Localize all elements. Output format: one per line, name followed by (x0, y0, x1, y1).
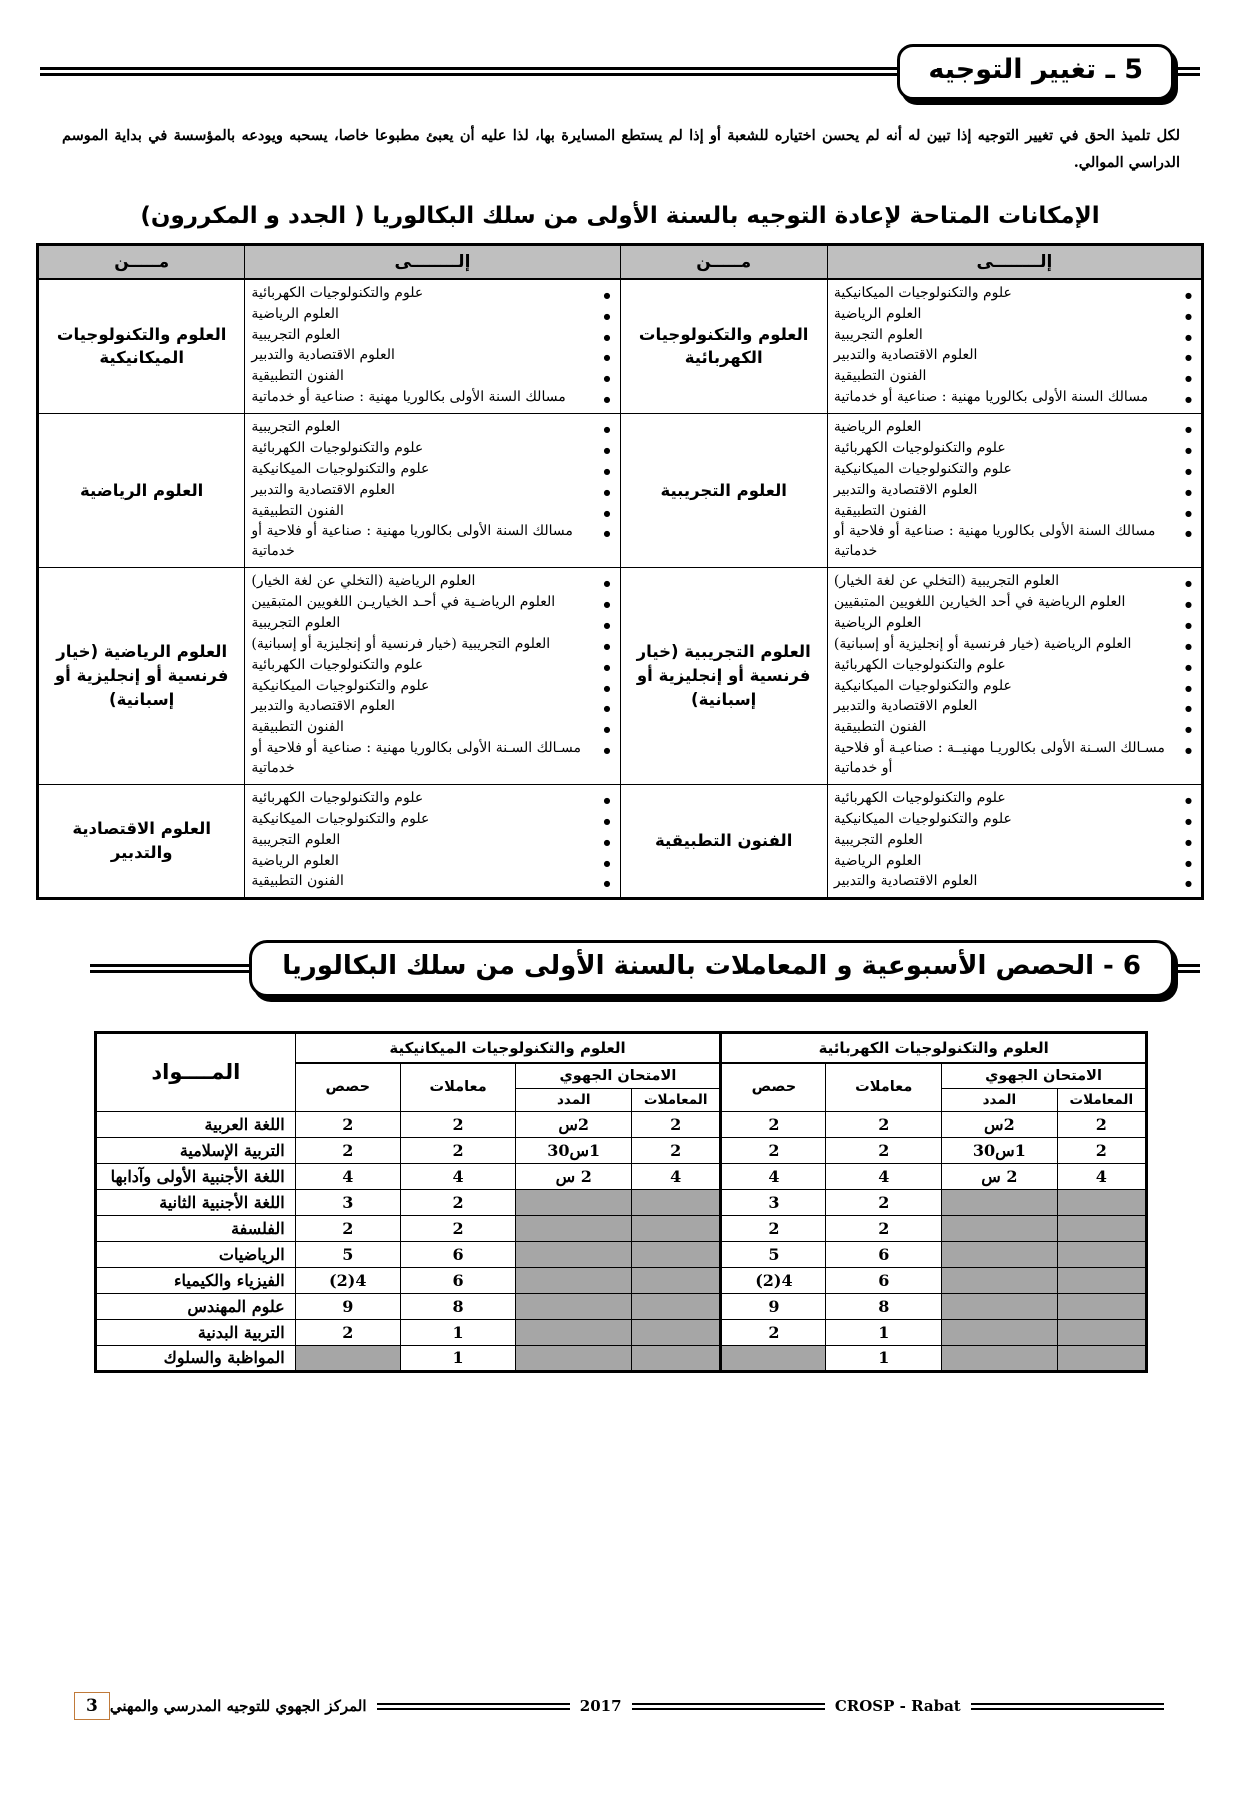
elec-hours: 4 (721, 1163, 826, 1189)
mech-coefficient: 2 (400, 1111, 516, 1137)
document-page (0, 44, 1240, 1798)
destinations-cell (827, 414, 1202, 568)
elec-exam-coef: 2 (1057, 1111, 1146, 1137)
table-row (96, 1111, 1147, 1137)
origin-cell: العلوم الاقتصادية والتدبير (38, 784, 245, 898)
mech-hours: 2 (295, 1111, 400, 1137)
origin-cell: العلوم الرياضية (38, 414, 245, 568)
destination-list (834, 418, 1195, 562)
list-item: العلوم الرياضية ● (834, 418, 1177, 438)
section-5-title-box (897, 44, 1174, 100)
mech-duration: 2س (516, 1111, 632, 1137)
list-item: مسالك السنة الأولى بكالوريا مهنية : صناعية أو فلاحية أو خدماتية ● (251, 522, 595, 562)
table-1-header-row (38, 244, 1203, 279)
page-number: 3 (74, 1692, 110, 1720)
elec-coefficient: 2 (826, 1111, 942, 1137)
list-item: العلوم التجريبية ● (834, 831, 1177, 851)
destination-list (251, 789, 613, 892)
list-item: علوم والتكنولوجيات الكهربائية ● (251, 439, 595, 459)
hours-header-electrical: حصص (721, 1063, 826, 1112)
subject-name: الفيزياء والكيمياء (96, 1267, 296, 1293)
destinations-cell (245, 568, 620, 785)
footer-rule-right (971, 1703, 1164, 1710)
list-item: الفنون التطبيقية ● (834, 718, 1177, 738)
list-item: العلوم الاقتصادية والتدبير ● (834, 872, 1177, 892)
subjects-header: المــــواد (96, 1032, 296, 1111)
table-1-heading: الإمكانات المتاحة لإعادة التوجيه بالسنة الأولى من سلك البكالوريا ( الجدد و المكررون) (140, 202, 1100, 229)
subject-name: التربية الإسلامية (96, 1137, 296, 1163)
mech-duration: 2 س (516, 1163, 632, 1189)
list-item: العلوم الرياضية ● (834, 852, 1177, 872)
section-6-title: 6 - الحصص الأسبوعية و المعاملات بالسنة الأولى من سلك البكالوريا (282, 951, 1141, 982)
duration-header-electrical: المدد (942, 1088, 1058, 1111)
mech-coefficient: 6 (400, 1241, 516, 1267)
elec-hours: 2 (721, 1215, 826, 1241)
elec-duration (942, 1293, 1058, 1319)
orientation-change-table (36, 243, 1204, 901)
list-item: علوم والتكنولوجيات الكهربائية ● (834, 789, 1177, 809)
elec-coefficient: 2 (826, 1215, 942, 1241)
mech-coefficient: 2 (400, 1189, 516, 1215)
elec-coefficient: 2 (826, 1189, 942, 1215)
header-from-right: مـــــن (620, 244, 827, 279)
list-item: العلوم التجريبية ● (251, 418, 595, 438)
list-item: الفنون التطبيقية ● (251, 367, 595, 387)
mech-hours: 9 (295, 1293, 400, 1319)
table-row (96, 1293, 1147, 1319)
mech-hours: 2 (295, 1319, 400, 1345)
elec-coefficient: 4 (826, 1163, 942, 1189)
list-item: الفنون التطبيقية ● (834, 367, 1177, 387)
mech-exam-coef (632, 1345, 721, 1371)
banner-rule-6 (90, 964, 251, 973)
mech-hours: 2 (295, 1215, 400, 1241)
elec-exam-coef: 2 (1057, 1137, 1146, 1163)
table-row (96, 1163, 1147, 1189)
section-6-title-box (249, 940, 1174, 997)
list-item: علوم والتكنولوجيات الميكانيكية ● (251, 677, 595, 697)
destinations-cell (245, 414, 620, 568)
mech-duration: 1س30 (516, 1137, 632, 1163)
elec-exam-coef (1057, 1267, 1146, 1293)
list-item: مسالك السنة الأولى بكالوريا مهنية : صناعية أو خدماتية ● (251, 388, 595, 408)
exam-coefficients-header-electrical: المعاملات (1057, 1088, 1146, 1111)
elec-exam-coef (1057, 1319, 1146, 1345)
list-item: العلوم الرياضية (التخلي عن لغة الخيار) ● (251, 572, 595, 592)
list-item: مسالك السنة الأولى بكالوريا مهنية : صناعية أو خدماتية ● (834, 388, 1177, 408)
mech-hours: 4 (295, 1163, 400, 1189)
elec-coefficient: 6 (826, 1241, 942, 1267)
destination-list (251, 418, 613, 562)
section-5-banner (40, 44, 1200, 100)
elec-duration (942, 1189, 1058, 1215)
subject-name: اللغة الأجنبية الثانية (96, 1189, 296, 1215)
elec-duration: 2س (942, 1111, 1058, 1137)
footer-rule-middle (632, 1703, 825, 1710)
destination-list (251, 572, 613, 779)
list-item: العلوم الاقتصادية والتدبير ● (834, 481, 1177, 501)
list-item: العلوم التجريبية ● (251, 831, 595, 851)
coefficients-header-mechanical: معاملات (400, 1063, 516, 1112)
exam-coefficients-header-mechanical: المعاملات (632, 1088, 721, 1111)
mech-duration (516, 1267, 632, 1293)
elec-duration: 1س30 (942, 1137, 1058, 1163)
duration-header-mechanical: المدد (516, 1088, 632, 1111)
list-item: علوم والتكنولوجيات الميكانيكية ● (251, 810, 595, 830)
banner-rule-left-5 (1172, 67, 1200, 76)
elec-hours: 2 (721, 1137, 826, 1163)
table-row (38, 568, 1203, 785)
subject-name: المواظبة والسلوك (96, 1345, 296, 1371)
table-2-wrapper (94, 1031, 1148, 1373)
table-row (96, 1267, 1147, 1293)
list-item: العلوم الرياضية ● (834, 614, 1177, 634)
regional-exam-header-mechanical: الامتحان الجهوي (516, 1063, 721, 1089)
list-item: العلوم الرياضية ● (251, 852, 595, 872)
list-item: مسـالك السـنة الأولى بكالوريـا مهنيــة : صناعيـة أو فلاحية أو خدماتية ● (834, 739, 1177, 779)
list-item: الفنون التطبيقية ● (834, 502, 1177, 522)
elec-hours: 2 (721, 1319, 826, 1345)
list-item: علوم والتكنولوجيات الميكانيكية ● (834, 284, 1177, 304)
destinations-cell (827, 279, 1202, 414)
list-item: الفنون التطبيقية ● (251, 872, 595, 892)
list-item: العلوم الرياضية ● (251, 305, 595, 325)
mech-coefficient: 6 (400, 1267, 516, 1293)
list-item: علوم والتكنولوجيات الميكانيكية ● (834, 677, 1177, 697)
weekly-hours-coefficients-table (94, 1031, 1148, 1373)
elec-duration (942, 1345, 1058, 1371)
table-2-body (96, 1111, 1147, 1371)
table-1-body (38, 279, 1203, 899)
subject-name: الرياضيات (96, 1241, 296, 1267)
elec-coefficient: 8 (826, 1293, 942, 1319)
subject-name: التربية البدنية (96, 1319, 296, 1345)
stream-header-mechanical: العلوم والتكنولوجيات الميكانيكية (295, 1032, 721, 1063)
mech-hours: 2 (295, 1137, 400, 1163)
mech-exam-coef (632, 1241, 721, 1267)
regional-exam-header-electrical: الامتحان الجهوي (942, 1063, 1147, 1089)
mech-duration (516, 1241, 632, 1267)
mech-exam-coef: 2 (632, 1137, 721, 1163)
list-item: علوم والتكنولوجيات الكهربائية ● (834, 656, 1177, 676)
hours-header-mechanical: حصص (295, 1063, 400, 1112)
destinations-cell (245, 279, 620, 414)
list-item: مسالك السنة الأولى بكالوريا مهنية : صناعية أو فلاحية أو خدماتية ● (834, 522, 1177, 562)
list-item: العلوم التجريبية (التخلي عن لغة الخيار) ● (834, 572, 1177, 592)
footer-crosp-label: CROSP - Rabat (834, 1697, 961, 1715)
mech-coefficient: 1 (400, 1345, 516, 1371)
elec-duration (942, 1215, 1058, 1241)
footer-rule-left (377, 1703, 570, 1710)
mech-exam-coef: 2 (632, 1111, 721, 1137)
elec-coefficient: 1 (826, 1345, 942, 1371)
mech-exam-coef (632, 1319, 721, 1345)
coefficients-header-electrical: معاملات (826, 1063, 942, 1112)
footer-year: 2017 (579, 1697, 622, 1715)
list-item: العلوم التجريبية ● (251, 326, 595, 346)
origin-cell: العلوم التجريبية (خيار فرنسية أو إنجليزية أو إسبانية) (620, 568, 827, 785)
list-item: العلوم الاقتصادية والتدبير ● (834, 346, 1177, 366)
subject-name: علوم المهندس (96, 1293, 296, 1319)
destination-list (834, 572, 1195, 779)
subject-name: الفلسفة (96, 1215, 296, 1241)
banner-rule-5 (40, 67, 899, 76)
list-item: العلوم الرياضية (خيار فرنسية أو إنجليزية أو إسبانية) ● (834, 635, 1177, 655)
subject-name: اللغة العربية (96, 1111, 296, 1137)
list-item: علوم والتكنولوجيات الكهربائية ● (834, 439, 1177, 459)
mech-exam-coef (632, 1215, 721, 1241)
header-to-right: إلــــــــى (827, 244, 1202, 279)
mech-exam-coef (632, 1189, 721, 1215)
origin-cell: الفنون التطبيقية (620, 784, 827, 898)
elec-exam-coef (1057, 1215, 1146, 1241)
list-item: العلوم الاقتصادية والتدبير ● (251, 346, 595, 366)
mech-hours (295, 1345, 400, 1371)
mech-hours: 4(2) (295, 1267, 400, 1293)
destination-list (834, 284, 1195, 408)
elec-exam-coef (1057, 1241, 1146, 1267)
elec-exam-coef (1057, 1189, 1146, 1215)
section-6-banner (90, 940, 1200, 997)
list-item: علوم والتكنولوجيات الميكانيكية ● (251, 460, 595, 480)
list-item: الفنون التطبيقية ● (251, 502, 595, 522)
elec-hours: 2 (721, 1111, 826, 1137)
list-item: العلوم الاقتصادية والتدبير ● (834, 697, 1177, 717)
origin-cell: العلوم الرياضية (خيار فرنسية أو إنجليزية أو إسبانية) (38, 568, 245, 785)
mech-coefficient: 4 (400, 1163, 516, 1189)
list-item: علوم والتكنولوجيات الميكانيكية ● (834, 810, 1177, 830)
table-row (38, 784, 1203, 898)
destinations-cell (827, 568, 1202, 785)
elec-coefficient: 1 (826, 1319, 942, 1345)
list-item: علوم والتكنولوجيات الكهربائية ● (251, 284, 595, 304)
destination-list (251, 284, 613, 408)
stream-header-electrical: العلوم والتكنولوجيات الكهربائية (721, 1032, 1147, 1063)
table-row (96, 1137, 1147, 1163)
mech-exam-coef (632, 1293, 721, 1319)
mech-coefficient: 1 (400, 1319, 516, 1345)
list-item: العلوم الرياضـية في أحـد الخياريـن اللغويين المتبقيين ● (251, 593, 595, 613)
list-item: العلوم الرياضية في أحد الخيارين اللغويين المتبقيين ● (834, 593, 1177, 613)
table-row (96, 1319, 1147, 1345)
section-5-title: 5 ـ تغيير التوجيه (928, 54, 1143, 85)
elec-exam-coef: 4 (1057, 1163, 1146, 1189)
destinations-cell (827, 784, 1202, 898)
list-item: علوم والتكنولوجيات الكهربائية ● (251, 656, 595, 676)
mech-hours: 5 (295, 1241, 400, 1267)
list-item: العلوم الاقتصادية والتدبير ● (251, 481, 595, 501)
subject-name: اللغة الأجنبية الأولى وآدابها (96, 1163, 296, 1189)
mech-hours: 3 (295, 1189, 400, 1215)
elec-coefficient: 6 (826, 1267, 942, 1293)
table-1-wrapper (36, 243, 1204, 901)
page-footer (0, 1692, 1240, 1720)
destinations-cell (245, 784, 620, 898)
list-item: علوم والتكنولوجيات الكهربائية ● (251, 789, 595, 809)
list-item: الفنون التطبيقية ● (251, 718, 595, 738)
footer-center-name: المركز الجهوي للتوجيه المدرسي والمهني (109, 1697, 367, 1715)
mech-coefficient: 2 (400, 1137, 516, 1163)
table-row (96, 1189, 1147, 1215)
mech-duration (516, 1189, 632, 1215)
elec-duration (942, 1319, 1058, 1345)
header-from-left: مـــــن (38, 244, 245, 279)
origin-cell: العلوم والتكنولوجيات الكهربائية (620, 279, 827, 414)
list-item: مسـالك السـنة الأولى بكالوريا مهنية : صناعية أو فلاحية أو خدماتية ● (251, 739, 595, 779)
mech-coefficient: 2 (400, 1215, 516, 1241)
list-item: العلوم التجريبية ● (251, 614, 595, 634)
elec-duration: 2 س (942, 1163, 1058, 1189)
elec-coefficient: 2 (826, 1137, 942, 1163)
mech-duration (516, 1215, 632, 1241)
elec-exam-coef (1057, 1345, 1146, 1371)
destination-list (834, 789, 1195, 892)
mech-exam-coef (632, 1267, 721, 1293)
mech-coefficient: 8 (400, 1293, 516, 1319)
mech-duration (516, 1293, 632, 1319)
elec-hours (721, 1345, 826, 1371)
mech-duration (516, 1345, 632, 1371)
elec-exam-coef (1057, 1293, 1146, 1319)
mech-exam-coef: 4 (632, 1163, 721, 1189)
list-item: العلوم الرياضية ● (834, 305, 1177, 325)
list-item: علوم والتكنولوجيات الميكانيكية ● (834, 460, 1177, 480)
section-5-intro-paragraph: لكل تلميذ الحق في تغيير التوجيه إذا تبين له أنه لم يحسن اختياره للشعبة أو إذا لم يستطع المسايرة بها، لذا عليه أن يعبئ مطبوعا خاصا، يسحبه ويودعه بالمؤسسة في بداية الموسم الدراسي الموالي. (62, 126, 1180, 172)
elec-duration (942, 1241, 1058, 1267)
origin-cell: العلوم والتكنولوجيات الميكانيكية (38, 279, 245, 414)
list-item: العلوم التجريبية (خيار فرنسية أو إنجليزية أو إسبانية) ● (251, 635, 595, 655)
elec-hours: 3 (721, 1189, 826, 1215)
origin-cell: العلوم التجريبية (620, 414, 827, 568)
list-item: العلوم التجريبية ● (834, 326, 1177, 346)
table-row (96, 1241, 1147, 1267)
header-to-left: إلــــــــى (245, 244, 620, 279)
elec-hours: 5 (721, 1241, 826, 1267)
table-row (38, 414, 1203, 568)
elec-hours: 9 (721, 1293, 826, 1319)
list-item: العلوم الاقتصادية والتدبير ● (251, 697, 595, 717)
elec-hours: 4(2) (721, 1267, 826, 1293)
mech-duration (516, 1319, 632, 1345)
elec-duration (942, 1267, 1058, 1293)
table-2-header-streams (96, 1032, 1147, 1063)
table-row (38, 279, 1203, 414)
banner-rule-left-6 (1172, 964, 1200, 973)
table-row (96, 1215, 1147, 1241)
table-row (96, 1345, 1147, 1371)
